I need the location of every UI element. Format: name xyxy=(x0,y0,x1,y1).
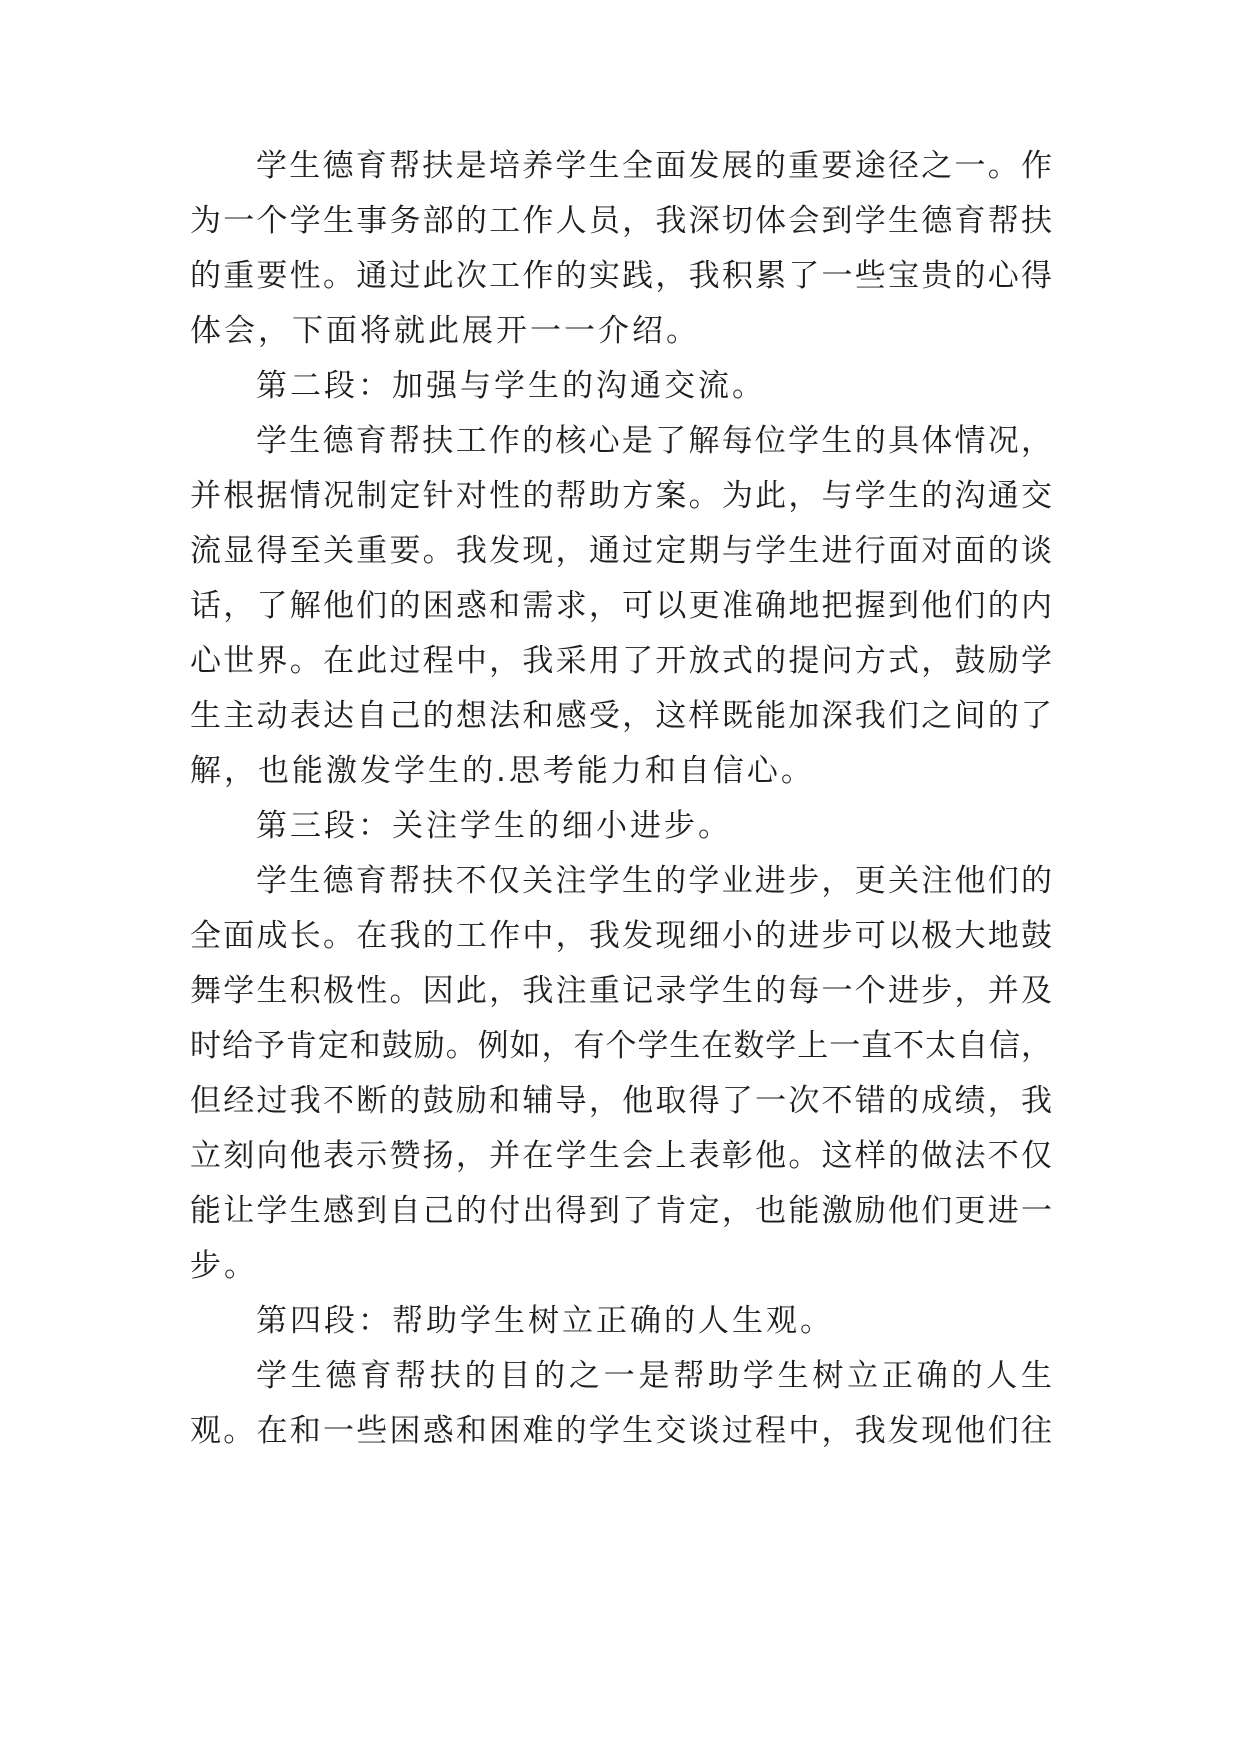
section-heading-3: 第三段：关注学生的细小进步。 xyxy=(256,808,732,844)
paragraph-3-line-6: 立刻向他表示赞扬，并在学生会上表彰他。这样的做法不仅 xyxy=(190,1138,1052,1174)
paragraph-2-line-1: 学生德育帮扶工作的核心是了解每位学生的具体情况， xyxy=(256,423,1052,459)
paragraph-1-line-3: 的重要性。通过此次工作的实践，我积累了一些宝贵的心得 xyxy=(190,258,1052,294)
paragraph-2-line-7: 解，也能激发学生的.思考能力和自信心。 xyxy=(190,753,815,789)
paragraph-4-line-1: 学生德育帮扶的目的之一是帮助学生树立正确的人生 xyxy=(256,1358,1052,1394)
paragraph-2-line-3: 流显得至关重要。我发现，通过定期与学生进行面对面的谈 xyxy=(190,533,1052,569)
paragraph-3-line-4: 时给予肯定和鼓励。例如，有个学生在数学上一直不太自信， xyxy=(190,1028,1052,1064)
paragraph-3-line-5: 但经过我不断的鼓励和辅导，他取得了一次不错的成绩，我 xyxy=(190,1083,1052,1119)
paragraph-3-line-8: 步。 xyxy=(190,1248,258,1284)
paragraph-1-line-4: 体会，下面将就此展开一一介绍。 xyxy=(190,313,700,349)
section-heading-2: 第二段：加强与学生的沟通交流。 xyxy=(256,368,766,404)
paragraph-3-line-2: 全面成长。在我的工作中，我发现细小的进步可以极大地鼓 xyxy=(190,918,1052,954)
paragraph-2-line-6: 生主动表达自己的想法和感受，这样既能加深我们之间的了 xyxy=(190,698,1052,734)
paragraph-3-line-7: 能让学生感到自己的付出得到了肯定，也能激励他们更进一 xyxy=(190,1193,1052,1229)
paragraph-1-line-1: 学生德育帮扶是培养学生全面发展的重要途径之一。作 xyxy=(256,148,1052,184)
paragraph-2-line-4: 话，了解他们的困惑和需求，可以更准确地把握到他们的内 xyxy=(190,588,1052,624)
paragraph-2-line-5: 心世界。在此过程中，我采用了开放式的提问方式，鼓励学 xyxy=(190,643,1052,679)
paragraph-3-line-3: 舞学生积极性。因此，我注重记录学生的每一个进步，并及 xyxy=(190,973,1052,1009)
section-heading-4: 第四段：帮助学生树立正确的人生观。 xyxy=(256,1303,834,1339)
paragraph-2-line-2: 并根据情况制定针对性的帮助方案。为此，与学生的沟通交 xyxy=(190,478,1052,514)
paragraph-1-line-2: 为一个学生事务部的工作人员，我深切体会到学生德育帮扶 xyxy=(190,203,1052,239)
paragraph-4-line-2: 观。在和一些困惑和困难的学生交谈过程中，我发现他们往 xyxy=(190,1413,1052,1449)
paragraph-3-line-1: 学生德育帮扶不仅关注学生的学业进步，更关注他们的 xyxy=(256,863,1052,899)
